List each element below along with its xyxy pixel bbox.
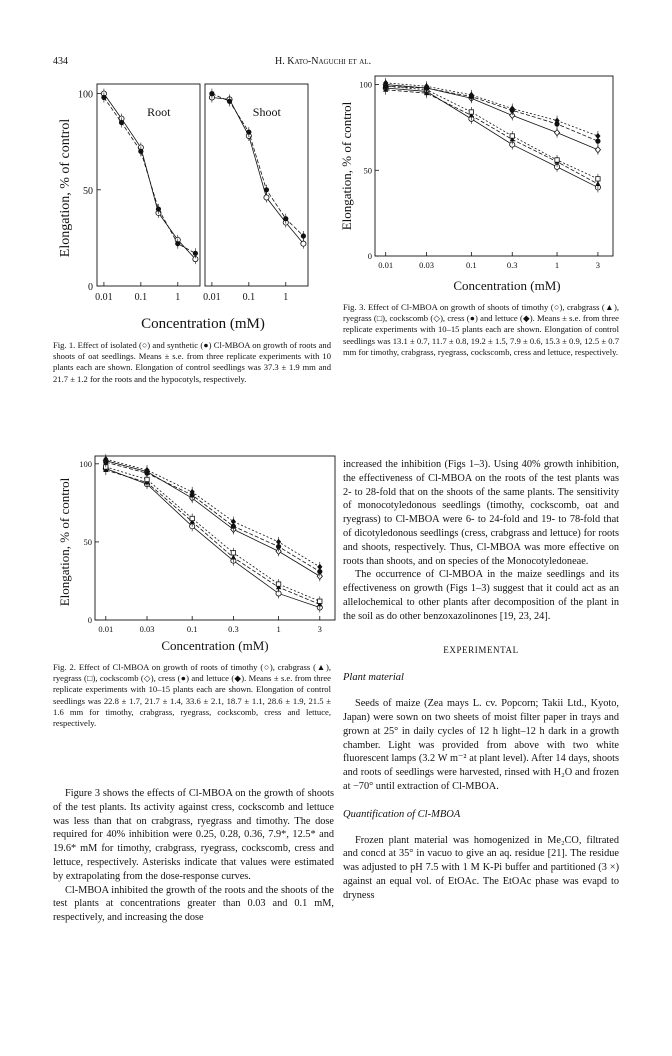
x-tick-label: 1 bbox=[276, 624, 281, 634]
x-axis-label: Concentration (mM) bbox=[161, 638, 269, 653]
x-tick-label: 1 bbox=[283, 292, 289, 303]
y-tick-label: 100 bbox=[79, 458, 92, 469]
y-tick-label: 100 bbox=[359, 79, 372, 90]
data-point bbox=[554, 129, 559, 135]
series-line bbox=[106, 462, 320, 571]
y-tick-label: 50 bbox=[83, 536, 92, 547]
y-axis-label: Elongation, % of control bbox=[58, 118, 73, 258]
data-point bbox=[318, 599, 322, 603]
plot-frame bbox=[375, 76, 613, 256]
x-tick-label: 0.1 bbox=[186, 624, 198, 634]
data-point bbox=[101, 95, 106, 100]
data-point bbox=[301, 233, 306, 238]
data-point bbox=[283, 216, 288, 221]
y-tick-label: 0 bbox=[87, 615, 92, 625]
x-tick-label: 0.1 bbox=[466, 260, 477, 270]
x-tick-label: 0.1 bbox=[242, 292, 256, 303]
fig1-caption: Fig. 1. Effect of isolated (○) and synthetic (●) Cl-MBOA on growth of roots and shoots of oat seedlings. Means ± s.e. from three replicate experiments with 10 plants each are shown. Elongation of control seedlings was 37.3 ± 1.9 mm and 21.7 ± 1.2 for the roots and the hypocotyls, respectively. bbox=[53, 340, 331, 384]
series-line bbox=[106, 470, 320, 604]
series-line bbox=[386, 90, 598, 184]
data-point bbox=[156, 206, 161, 211]
right-column-text bbox=[343, 458, 619, 903]
fig3-caption: Fig. 3. Effect of Cl-MBOA on growth of shoots of timothy (○), crabgrass (▲), ryegrass (□), cockscomb (◇), cress (●) and lettuce (◆). Means ± s.e. from three replicate experiments with 10–15 plants each are shown. Elongation of control seedlings was 13.1 ± 0.7, 11.7 ± 0.8, 19.2 ± 1.5, 7.9 ± 0.6, 15.3 ± 0.9, 12.5 ± 0.7 mm for timothy, crabgrass, ryegrass, cockscomb, cress and lettuce, respectively. bbox=[343, 302, 619, 357]
data-point bbox=[276, 539, 281, 545]
data-point bbox=[231, 519, 236, 525]
series-line bbox=[386, 86, 598, 179]
series-line bbox=[386, 86, 598, 141]
data-point bbox=[175, 241, 180, 246]
paragraph: Frozen plant material was homogenized in Me₂CO, filtrated and concd at 35° in vacuo to give an aq. residue [21]. The residue was adjusted to pH 7.5 with 1 M K-Pi buffer and partitioned (3 ×) against an equal vol. of EtOAc. The EtOAc phase was evapd to dryness bbox=[343, 834, 619, 901]
y-tick-label: 0 bbox=[88, 282, 93, 293]
series-line bbox=[106, 468, 320, 607]
x-axis-label: Concentration (mM) bbox=[141, 316, 265, 332]
y-tick-label: 50 bbox=[363, 165, 372, 176]
data-point bbox=[231, 551, 235, 555]
panel-label: Shoot bbox=[252, 105, 281, 119]
x-tick-label: 0.01 bbox=[203, 292, 221, 303]
data-point bbox=[469, 110, 473, 114]
fig2-chart bbox=[55, 452, 345, 662]
fig1-chart bbox=[55, 76, 335, 334]
data-point bbox=[138, 149, 143, 154]
series-line bbox=[106, 461, 320, 577]
data-point bbox=[227, 99, 232, 104]
data-point bbox=[119, 120, 124, 125]
x-tick-label: 3 bbox=[317, 624, 322, 634]
paragraph: Cl-MBOA inhibited the growth of the roots and the shoots of the test plants at concentrations greater than 0.03 and 0.1 mM, respectively, and increasing the dose bbox=[53, 884, 334, 924]
fig3-chart bbox=[337, 70, 622, 300]
x-tick-label: 0.03 bbox=[419, 260, 435, 270]
x-tick-label: 0.01 bbox=[95, 292, 113, 303]
fig2-caption: Fig. 2. Effect of Cl-MBOA on growth of roots of timothy (○), crabgrass (▲), ryegrass (□), cockscomb (◇), cress (●) and lettuce (◆). Means ± s.e. from three replicate experiments with 10–15 plants each are shown. Elongation of control seedlings was 22.8 ± 1.7, 21.7 ± 1.4, 33.6 ± 2.1, 18.7 ± 1.1, 28.6 ± 1.9, 21.5 ± 1.6 mm for timothy, crabgrass, ryegrass, cockscomb, cress and lettuce, respectively. bbox=[53, 662, 331, 729]
x-tick-label: 0.01 bbox=[378, 260, 394, 270]
series-line bbox=[386, 88, 598, 187]
x-tick-label: 1 bbox=[175, 292, 181, 303]
paragraph: Seeds of maize (Zea mays L. cv. Popcorn; Takii Ltd., Kyoto, Japan) were sown on two sheets of moist filter paper in trays and grown at 25° in daily cycles of 12 h light–12 h dark in a growth chamber. Light was provided from above with two white fluorescent lamps (3.2 W m⁻² at plant level). After 14 days, shoots and roots of seedlings were harvested, rinsed with H₂O and frozen at −70° until extraction of Cl-MBOA. bbox=[343, 698, 619, 792]
data-point bbox=[317, 564, 322, 570]
subsection-heading: Quantification of Cl-MBOA bbox=[343, 808, 461, 820]
series-line bbox=[106, 459, 320, 567]
data-point bbox=[510, 134, 514, 138]
y-axis-label: Elongation, % of control bbox=[57, 477, 72, 607]
section-heading: EXPERIMENTAL bbox=[443, 644, 519, 655]
paragraph: Figure 3 shows the effects of Cl-MBOA on the growth of shoots of the test plants. Its activity against cress, cockscomb and lettuce was less than that on crabgrass, ryegrass and timothy. The dose required for 40% inhibition were 0.25, 0.28, 0.36, 7.9*, 12.5* and 19.6* mM for timothy, crabgrass, ryegrass, cockscomb, cress and lettuce, respectively. Asterisks indicate that values were estimated by extrapolating from the dose-response curves. bbox=[53, 788, 334, 882]
data-point bbox=[595, 147, 600, 153]
x-tick-label: 0.1 bbox=[134, 292, 148, 303]
data-point bbox=[190, 516, 194, 520]
series-line bbox=[104, 97, 195, 253]
x-tick-label: 0.3 bbox=[228, 624, 239, 634]
data-point bbox=[264, 187, 269, 192]
data-point bbox=[246, 129, 251, 134]
y-tick-label: 0 bbox=[367, 251, 372, 261]
panel-label: Root bbox=[147, 105, 171, 119]
data-point bbox=[193, 251, 198, 256]
subsection-heading: Plant material bbox=[343, 672, 404, 684]
left-column-text bbox=[53, 787, 334, 925]
data-point bbox=[596, 177, 600, 181]
series-line bbox=[386, 85, 598, 150]
data-point bbox=[595, 133, 600, 139]
data-point bbox=[209, 91, 214, 96]
running-title: H. Kato-Naguchi et al. bbox=[275, 56, 372, 67]
data-point bbox=[301, 241, 306, 246]
series-line bbox=[106, 467, 320, 601]
y-tick-label: 50 bbox=[83, 185, 93, 197]
x-tick-label: 0.01 bbox=[98, 624, 114, 634]
y-axis-label: Elongation, % of control bbox=[339, 101, 354, 231]
series-line bbox=[212, 97, 303, 243]
paragraph: increased the inhibition (Figs 1–3). Using 40% growth inhibition, the effectiveness of Cl-MBOA on the roots of the test plants was 2- to 28-fold that on the shoots of the same plants. The sensitivity of monocotyledonous seedlings (timothy, cockscomb, oat and ryegrass) to Cl-MBOA were 6- to 24-fold and 19- to 78-fold that of dicotyledonous seedlings (cress, crabgrass and lettuce) for roots and shoots, respectively. Thus, Cl-MBOA was more effective on roots than shoots, and on species of the Monocotyledoneae. bbox=[343, 459, 619, 567]
x-tick-label: 3 bbox=[595, 260, 601, 270]
x-tick-label: 1 bbox=[554, 260, 560, 270]
y-tick-label: 100 bbox=[78, 89, 93, 101]
data-point bbox=[555, 158, 559, 162]
x-axis-label: Concentration (mM) bbox=[453, 278, 561, 293]
x-tick-label: 0.3 bbox=[506, 260, 518, 270]
x-tick-label: 0.03 bbox=[139, 624, 155, 634]
paragraph: The occurrence of Cl-MBOA in the maize seedlings and its effectiveness on growth (Figs 1–3) suggest that it could act as an allelochemical to other plants after decomposition of the plant in the soil as do other benzoxazolinones [19, 23, 24]. bbox=[343, 569, 619, 622]
page-number: 434 bbox=[53, 56, 68, 67]
data-point bbox=[264, 195, 269, 200]
data-point bbox=[276, 582, 280, 586]
